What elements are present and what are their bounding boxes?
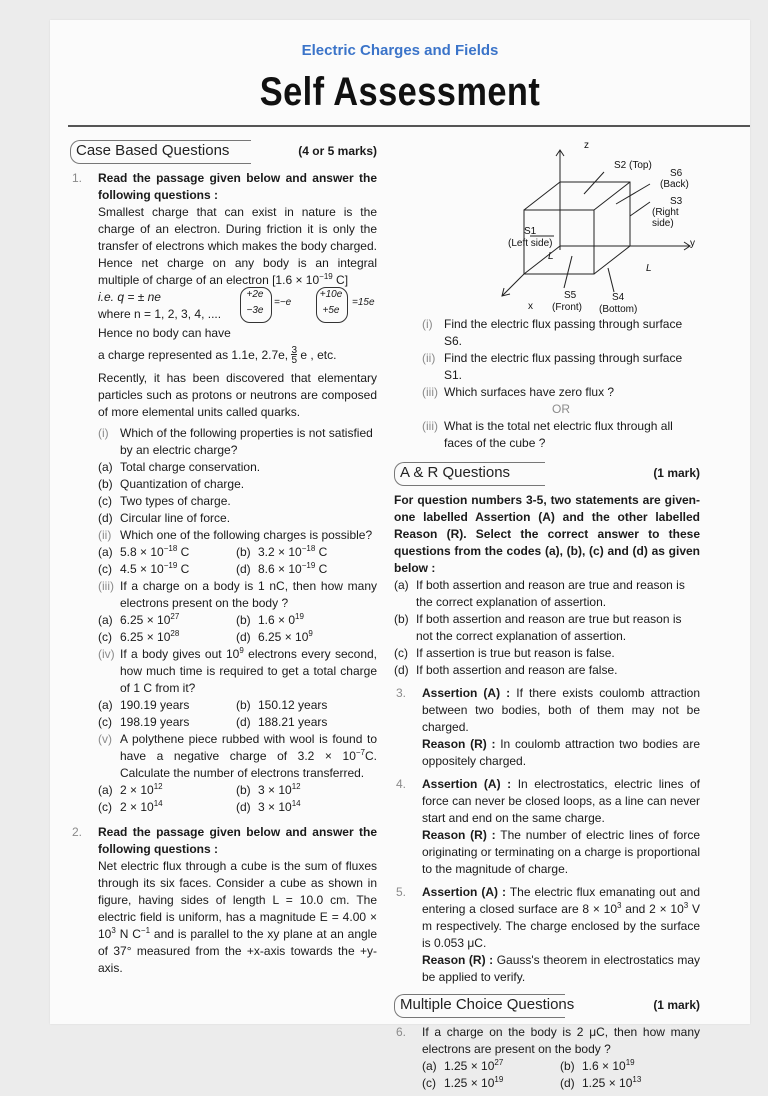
ar-codes	[394, 577, 700, 679]
option-d[interactable]: (d) 188.21 years	[236, 715, 328, 729]
quarks-passage: Recently, it has been discovered that elementary particles such as protons or neutrons are composed of more elemental units called quarks.	[98, 371, 377, 419]
option-c[interactable]: (c) 198.19 years	[98, 715, 190, 729]
s4-label: S4	[612, 292, 625, 303]
option-b[interactable]: (b) $1.6 \times 10^{19}$	[560, 1058, 635, 1073]
s2-label: S2 (Top)	[614, 160, 652, 171]
option-a[interactable]: (a) Total charge conservation.	[98, 460, 261, 474]
ar-code-b: (b) If both assertion and reason are true but reason is not the correct explanation of assertion.	[394, 612, 682, 643]
option-c[interactable]: (c) Two types of charge.	[98, 494, 231, 508]
q1-subquestions	[98, 425, 377, 816]
z-axis-label: z	[584, 140, 589, 151]
q2-subquestions	[422, 316, 700, 401]
edge-length-label-2: L	[646, 263, 652, 274]
s6-label: S6	[670, 168, 683, 179]
s3-label: S3	[670, 196, 683, 207]
charge-pill-2: +10e +5e	[316, 287, 346, 319]
subquestion-2-iii: (iii) Which surfaces have zero flux ?	[422, 385, 615, 399]
section-marks: (1 mark)	[653, 998, 700, 1012]
option-a[interactable]: (a) $6.25 \times 10^{27}$	[98, 612, 180, 627]
s5-front-label: (Front)	[552, 302, 582, 313]
charge-pill-1: +2e −3e	[240, 287, 270, 319]
page	[50, 20, 750, 1090]
option-d[interactable]: (d) $8.6 \times 10^{-19}$ C	[236, 561, 328, 576]
charge-result-2: =15e	[352, 297, 375, 308]
option-b[interactable]: (b) 150.12 years	[236, 698, 328, 712]
option-d[interactable]: (d) Circular line of force.	[98, 511, 231, 525]
option-b[interactable]: (b) $1.6 \times 0^{19}$	[236, 612, 304, 627]
subquestion-1-i: (i) Which of the following properties is not satisfied by an electric charge? (a) Total charge conservation. (b) Quantization of charge. (c) Two types of charge. (d) Circular line of force.	[98, 425, 377, 527]
x-axis-label: x	[528, 301, 533, 312]
question-passage: Net electric flux through a cube is the sum of fluxes through its six faces. Consider a cube as shown in figure, having sides of length L = 10.0 cm. The electric field is uniform, has a magnitude $E = 4.00 \times 10^3$ N $C^{-1}$ and is parallel to the xy plane at an angle of 37° measured from the +x-axis towards the +y-axis.	[98, 859, 378, 975]
section-title: Case Based Questions	[76, 142, 230, 159]
edge-length-label-1: L	[548, 251, 554, 262]
section-mcq	[394, 994, 700, 1016]
section-title: A & R Questions	[400, 464, 511, 481]
s1-label: S1	[524, 226, 537, 237]
question-4: 4. Assertion (A) : In electrostatics, electric lines of force can never be closed loops, as a line can never start and end on the same charge. Reason (R) : The number of electric lines of force originating or terminating on a charge is proportional to the magnitude of charge.	[396, 777, 701, 876]
s5-label: S5	[564, 290, 577, 301]
ar-instruction: For question numbers 3-5, two statements are given-one labelled Assertion (A) and the other labelled Reason (R). Select the correct answer to these questions from the codes (a), (b), (c) and (d) as given below :	[394, 493, 700, 575]
ar-code-c: (c) If assertion is true but reason is false.	[394, 646, 615, 660]
example-block	[98, 289, 377, 325]
section-title: Multiple Choice Questions	[400, 996, 575, 1013]
subquestion-2-iii-alt: (iii) What is the total net electric flux through all faces of the cube ?	[422, 419, 673, 450]
option-c[interactable]: (c) $6.25 \times 10^{28}$	[98, 629, 180, 644]
option-c[interactable]: (c) $4.5 \times 10^{-19}$ C	[98, 561, 190, 576]
question-number: 1.	[72, 171, 83, 185]
question-instruction: Read the passage given below and answer the following questions :	[98, 171, 377, 202]
y-axis-label: y	[690, 238, 695, 249]
s3-right-label: (Right side)	[652, 207, 679, 229]
subquestion-2-i: (i) Find the electric flux passing through surface S6.	[422, 317, 683, 348]
chapter-subject: Electric Charges and Fields	[301, 42, 499, 59]
option-c[interactable]: (c) $2 \times 10^{14}$	[98, 799, 163, 814]
question-6: 6. If a charge on the body is 2 μC, then how many electrons are present on the body ? (a) $1.25 \times 10^{27}$ (b) $1.6 \times 10^{19}$ (c) $1.25 \times 10^{19}$ (d) $1.25 \times 10^{13}$	[396, 1025, 700, 1090]
hence-line: Hence no body can have	[98, 326, 231, 340]
question-number: 2.	[72, 825, 83, 839]
question-instruction: Read the passage given below and answer the following questions :	[98, 825, 377, 856]
section-case-based	[70, 140, 377, 162]
s4-bottom-label: (Bottom)	[599, 304, 638, 315]
option-b[interactable]: (b) $3.2 \times 10^{-18}$ C	[236, 544, 328, 559]
question-passage: Smallest charge that can exist in nature is the charge of an electron. During friction it is only the transfer of electrons which makes the body charged. Hence net charge on any body is an integral multiple of charge of an electron [$1.6 \times 10^{-19}$ C]	[98, 205, 377, 287]
left-column	[70, 140, 377, 981]
ar-code-d: (d) If both assertion and reason are false.	[394, 663, 618, 677]
cube-figure	[394, 138, 700, 316]
subquestion-2-ii: (ii) Find the electric flux passing through surface S1.	[422, 351, 683, 382]
option-a[interactable]: (a) $2 \times 10^{12}$	[98, 782, 163, 797]
subquestion-1-iv: (iv) If a body gives out $10^9$ electrons every second, how much time is required to get a total charge of 1 C from it? (a) 190.19 years (b) 150.12 years (c) 198.19 years (d) 188.21 years	[98, 646, 377, 729]
s1-left-label: (Left side)	[508, 238, 553, 249]
option-a[interactable]: (a) 190.19 years	[98, 698, 190, 712]
option-a[interactable]: (a) $1.25 \times 10^{27}$	[422, 1058, 504, 1073]
page-title: Self Assessment	[259, 70, 541, 114]
section-ar	[394, 462, 700, 484]
option-b[interactable]: (b) Quantization of charge.	[98, 477, 245, 491]
subquestion-1-ii: (ii) Which one of the following charges is possible? (a) $5.8 \times 10^{-18}$ C (b) $3.2 \times 10^{-18}$ C (c) $4.5 \times 10^{-19}$ C (d) $8.6 \times 10^{-19}$ C	[98, 527, 377, 578]
subquestion-1-v: (v) A polythene piece rubbed with wool is found to have a negative charge of $3.2 \times 10^{-7}C$. Calculate the number of electrons transferred. (a) $2 \times 10^{12}$ (b) $3 \times 10^{12}$ (c) $2 \times 10^{14}$ (d) $3 \times 10^{14}$	[98, 732, 377, 814]
fraction: $\frac{3}{5}$	[291, 345, 298, 366]
option-c[interactable]: (c) $1.25 \times 10^{19}$	[422, 1075, 504, 1090]
or-divider: OR	[552, 402, 570, 416]
subquestion-1-iii: (iii) If a charge on a body is 1 nC, then how many electrons present on the body ? (a) $6.25 \times 10^{27}$ (b) $1.6 \times 0^{19}$ (c) $6.25 \times 10^{28}$ (d) $6.25 \times 10^9$	[98, 579, 377, 644]
example-text: i.e. q = ± ne where n = 1, 2, 3, 4, ....	[98, 290, 222, 321]
question-3: 3. Assertion (A) : If there exists coulomb attraction between two bodies, both of them may not be charged. Reason (R) : In coulomb attraction two bodies are oppositely charged.	[396, 686, 701, 768]
section-marks: (1 mark)	[653, 466, 700, 480]
ar-code-a: (a) If both assertion and reason are true and reason is the correct explanation of assertion.	[394, 578, 685, 609]
question-2	[70, 824, 377, 977]
option-b[interactable]: (b) $3 \times 10^{12}$	[236, 782, 301, 797]
question-1	[70, 170, 377, 421]
s6-back-label: (Back)	[660, 179, 689, 190]
option-a[interactable]: (a) $5.8 \times 10^{-18}$ C	[98, 544, 190, 559]
right-column	[394, 138, 700, 1096]
section-marks: (4 or 5 marks)	[298, 144, 377, 158]
option-d[interactable]: (d) $6.25 \times 10^9$	[236, 629, 313, 644]
charge-representation: a charge represented as 1.1e, 2.7e, $\frac{3}{5}$ e , etc.	[98, 345, 337, 366]
option-d[interactable]: (d) $3 \times 10^{14}$	[236, 799, 301, 814]
charge-result-1: =−e	[274, 297, 292, 308]
option-d[interactable]: (d) $1.25 \times 10^{13}$	[560, 1075, 642, 1090]
question-5: 5. Assertion (A) : The electric flux emanating out and entering a closed surface are $8 \times 10^3$ and $2 \times 10^3$ V m respectively. The charge enclosed by the surface is 0.053 μC. Reason (R) : Gauss's theorem in electrostatics may be applied to verify.	[396, 885, 701, 984]
header-rule	[68, 125, 750, 127]
